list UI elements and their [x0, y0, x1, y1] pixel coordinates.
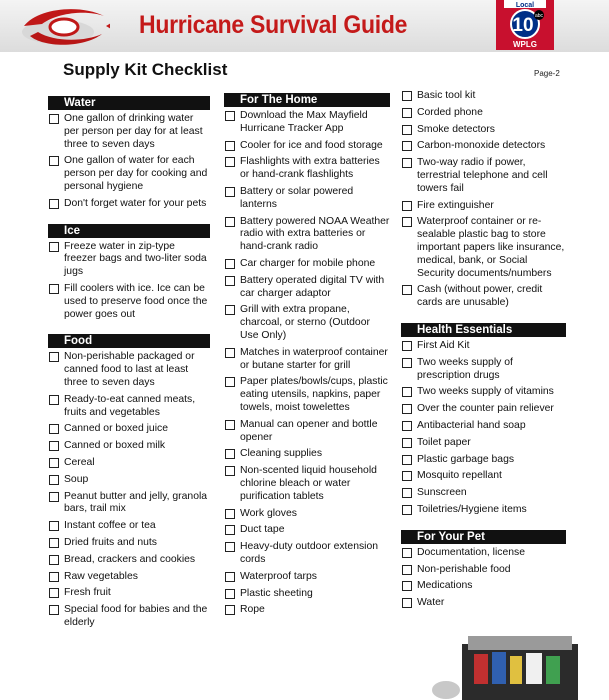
checklist-item-text: Paper plates/bowls/cups, plastic eating utensils, napkins, paper towels, moist towelettes	[240, 376, 388, 413]
checklist-item-text: Work gloves	[240, 507, 297, 519]
checklist-item-text: Ready-to-eat canned meats, fruits and vegetables	[64, 393, 196, 418]
checkbox[interactable]	[225, 449, 235, 459]
checkbox[interactable]	[49, 521, 59, 531]
checkbox[interactable]	[225, 420, 235, 430]
checklist-item	[224, 140, 390, 153]
checklist-item	[48, 604, 210, 630]
checklist-item-text: Grill with extra propane, charcoal, or sterno (Outdoor Use Only)	[240, 304, 370, 341]
checklist-item-text: Two weeks supply of prescription drugs	[417, 356, 513, 381]
checkbox[interactable]	[225, 141, 235, 151]
checklist-item	[48, 571, 210, 584]
checklist-item	[401, 107, 566, 120]
checklist-item	[401, 420, 566, 433]
checklist-item	[48, 198, 210, 211]
checklist-item	[48, 491, 210, 517]
checklist-item-text: Manual can opener and bottle opener	[240, 418, 378, 443]
checklist-item	[48, 474, 210, 487]
checklist-item-text: Two-way radio if power, terrestrial telephone and cell towers fail	[417, 157, 548, 194]
station-number: 10	[512, 15, 534, 36]
section-header: Water	[48, 96, 210, 110]
checklist-item	[401, 284, 566, 310]
checklist-item-text: Matches in waterproof container or butane starter for grill	[240, 346, 388, 371]
checkbox[interactable]	[402, 581, 412, 591]
checklist-item	[224, 304, 390, 342]
section-header: Ice	[48, 224, 210, 238]
station-call: WPLG	[513, 40, 537, 49]
checklist-column-left	[48, 96, 210, 643]
checklist-item-text: Smoke detectors	[417, 123, 495, 135]
checklist-item-text: Water	[417, 597, 445, 609]
checklist-item	[401, 357, 566, 383]
checklist-item	[401, 470, 566, 483]
header-title: Hurricane Survival Guide	[139, 11, 408, 39]
checklist-item-text: Basic tool kit	[417, 90, 476, 101]
checklist-item-text: Cleaning supplies	[240, 448, 323, 460]
checklist-item-text: Plastic sheeting	[240, 587, 313, 599]
checklist-item-text: Over the counter pain reliever	[417, 403, 554, 415]
checklist-item	[224, 588, 390, 601]
checklist-item	[224, 186, 390, 212]
checklist-item-text: Canned or boxed juice	[64, 423, 168, 435]
checklist-item-text: One gallon of drinking water per person per day for at least three to seven days	[64, 113, 203, 150]
checkbox[interactable]	[402, 341, 412, 351]
checkbox[interactable]	[49, 199, 59, 209]
checklist-item	[48, 155, 210, 193]
checklist-item-text: Battery operated digital TV with car charger adaptor	[240, 274, 385, 299]
checklist-item	[224, 347, 390, 373]
checklist-item-text: Toilet paper	[417, 436, 471, 448]
checklist-item-text: One gallon of water for each person per day for cooking and personal hygiene	[64, 155, 208, 192]
checkbox[interactable]	[225, 466, 235, 476]
checklist-item	[401, 90, 566, 103]
checklist-item	[224, 376, 390, 414]
checklist-item-text: Non-perishable packaged or canned food to last at least three to seven days	[64, 351, 195, 388]
checkbox[interactable]	[402, 387, 412, 397]
checkbox[interactable]	[49, 538, 59, 548]
checklist-item	[401, 580, 566, 593]
checklist-item-text: Freeze water in zip-type freezer bags and two-liter soda jugs	[64, 240, 207, 278]
checkbox[interactable]	[225, 305, 235, 315]
checklist-item	[401, 157, 566, 195]
checkbox[interactable]	[49, 588, 59, 598]
checklist-item	[48, 554, 210, 567]
checklist-item	[224, 571, 390, 584]
checkbox[interactable]	[49, 441, 59, 451]
checklist-item	[48, 283, 210, 321]
checklist-item-text: Fire extinguisher	[417, 199, 494, 211]
checklist-item	[401, 124, 566, 137]
checkbox[interactable]	[49, 395, 59, 405]
checklist-item-text: Special food for babies and the elderly	[64, 604, 208, 628]
checklist-item	[401, 547, 566, 560]
checkbox[interactable]	[402, 158, 412, 168]
checklist-item	[401, 340, 566, 353]
checkbox[interactable]	[402, 141, 412, 151]
station-network: abc	[534, 13, 544, 19]
checklist-item-text: Flashlights with extra batteries or hand-crank flashlights	[240, 156, 380, 181]
checkbox[interactable]	[49, 114, 59, 124]
checkbox[interactable]	[225, 348, 235, 358]
checklist-item	[401, 386, 566, 399]
pet-supplies-photo	[432, 626, 582, 700]
checklist-item	[48, 423, 210, 436]
page-number: Page-2	[534, 69, 560, 78]
checkbox[interactable]	[49, 284, 59, 294]
checkbox[interactable]	[49, 242, 59, 252]
checklist-item-text: Heavy-duty outdoor extension cords	[240, 541, 379, 565]
header-banner	[0, 0, 609, 52]
checklist-item	[224, 448, 390, 461]
checklist-item-text: Battery or solar powered lanterns	[240, 185, 354, 210]
checklist-column-middle	[224, 93, 390, 630]
checklist-item-text: Download the Max Mayfield Hurricane Tracker App	[240, 110, 368, 134]
checklist-item-text: Toiletries/Hygiene items	[417, 503, 527, 515]
checkbox[interactable]	[225, 572, 235, 582]
checklist-item	[401, 403, 566, 416]
hurricane-logo-icon	[18, 2, 110, 50]
document-title: Supply Kit Checklist	[63, 60, 228, 79]
checkbox[interactable]	[402, 471, 412, 481]
checkbox[interactable]	[225, 605, 235, 615]
checkbox[interactable]	[225, 259, 235, 269]
checklist-item-text: Waterproof tarps	[240, 570, 317, 582]
checklist-item	[48, 537, 210, 550]
checklist-item	[401, 200, 566, 213]
checklist-item-text: Carbon-monoxide detectors	[417, 140, 546, 152]
checklist-item	[48, 241, 210, 279]
checklist-item	[224, 216, 390, 254]
checklist-item	[401, 504, 566, 517]
section-header: Food	[48, 334, 210, 348]
checkbox[interactable]	[225, 589, 235, 599]
checklist-item-text: Car charger for mobile phone	[240, 257, 376, 269]
checkbox[interactable]	[402, 217, 412, 227]
checkbox[interactable]	[402, 505, 412, 515]
checklist-item-text: Cereal	[64, 456, 95, 468]
checklist-item	[48, 113, 210, 151]
station-logo-icon	[496, 0, 554, 50]
checklist-item-text: Fill coolers with ice. Ice can be used to preserve food once the power goes out	[64, 282, 208, 320]
checklist-item	[401, 597, 566, 610]
checkbox[interactable]	[402, 438, 412, 448]
checkbox[interactable]	[402, 285, 412, 295]
checklist-column-right	[401, 90, 566, 623]
checkbox[interactable]	[402, 455, 412, 465]
checklist-item-text: Medications	[417, 580, 473, 592]
checklist-item	[401, 140, 566, 153]
checkbox[interactable]	[49, 605, 59, 615]
checklist-item	[224, 419, 390, 445]
checkbox[interactable]	[225, 187, 235, 197]
checklist-item-text: Canned or boxed milk	[64, 440, 166, 452]
checklist-item	[224, 604, 390, 617]
checklist-item	[401, 216, 566, 280]
checklist-item-text: Don't forget water for your pets	[64, 197, 207, 209]
checklist-item	[48, 457, 210, 470]
checklist-item-text: Battery powered NOAA Weather radio with extra batteries or hand-crank radio	[240, 215, 390, 253]
checkbox[interactable]	[402, 404, 412, 414]
checklist-item-text: Plastic garbage bags	[417, 453, 515, 465]
checklist-item-text: Duct tape	[240, 524, 285, 536]
checkbox[interactable]	[49, 352, 59, 362]
checkbox[interactable]	[49, 156, 59, 166]
checklist-item	[48, 394, 210, 420]
checklist-item-text: Cooler for ice and food storage	[240, 139, 383, 151]
checkbox[interactable]	[49, 458, 59, 468]
checklist-item	[224, 156, 390, 182]
checklist-item-text: Waterproof container or re-sealable plastic bag to store important papers like insurance, medical, bank, or Social Security documents/numbers	[417, 216, 565, 279]
checkbox[interactable]	[225, 542, 235, 552]
checklist-item-text: Soup	[64, 473, 89, 485]
checkbox[interactable]	[225, 111, 235, 121]
checklist-item-text: Raw vegetables	[64, 570, 138, 582]
checkbox[interactable]	[402, 421, 412, 431]
checkbox[interactable]	[49, 492, 59, 502]
checkbox[interactable]	[402, 201, 412, 211]
checkbox[interactable]	[225, 377, 235, 387]
checkbox[interactable]	[225, 276, 235, 286]
checkbox[interactable]	[225, 157, 235, 167]
checkbox[interactable]	[49, 572, 59, 582]
checklist-item	[224, 258, 390, 271]
checklist-item	[48, 587, 210, 600]
checklist-item	[48, 351, 210, 389]
checkbox[interactable]	[402, 548, 412, 558]
checklist-item-text: Cash (without power, credit cards are unusable)	[417, 284, 543, 309]
checkbox[interactable]	[402, 108, 412, 118]
checklist-item-text: First Aid Kit	[417, 339, 470, 351]
section-header: For Your Pet	[401, 530, 566, 544]
checklist-item	[224, 508, 390, 521]
checkbox[interactable]	[402, 488, 412, 498]
checklist-item-text: Dried fruits and nuts	[64, 536, 157, 548]
checkbox[interactable]	[402, 125, 412, 135]
checklist-item	[48, 440, 210, 453]
checklist-item-text: Documentation, license	[417, 546, 526, 558]
checklist-item-text: Bread, crackers and cookies	[64, 553, 196, 565]
checklist-item	[48, 520, 210, 533]
checkbox[interactable]	[49, 475, 59, 485]
checklist-item-text: Rope	[240, 604, 265, 616]
checklist-item	[224, 110, 390, 136]
checklist-item	[401, 487, 566, 500]
section-header: Health Essentials	[401, 323, 566, 337]
checklist-item	[224, 465, 390, 503]
station-local: Local	[515, 2, 535, 9]
checklist-item-text: Corded phone	[417, 106, 483, 118]
checklist-item-text: Non-scented liquid household chlorine bleach or water purification tablets	[240, 465, 377, 502]
checklist-item-text: Fresh fruit	[64, 587, 111, 599]
section-header: For The Home	[224, 93, 390, 107]
checklist-item-text: Non-perishable food	[417, 563, 511, 575]
checklist-item	[401, 437, 566, 450]
checkbox[interactable]	[225, 509, 235, 519]
checklist-item-text: Sunscreen	[417, 487, 467, 499]
checkbox[interactable]	[402, 598, 412, 608]
checklist-item-text: Peanut butter and jelly, granola bars, trail mix	[64, 490, 208, 515]
checklist-item	[401, 454, 566, 467]
checklist-item-text: Instant coffee or tea	[64, 520, 156, 532]
checkbox[interactable]	[49, 424, 59, 434]
checkbox[interactable]	[402, 91, 412, 101]
checkbox[interactable]	[402, 565, 412, 575]
checklist-item-text: Mosquito repellant	[417, 470, 502, 482]
checkbox[interactable]	[49, 555, 59, 565]
checkbox[interactable]	[225, 217, 235, 227]
checkbox[interactable]	[402, 358, 412, 368]
checklist-item	[224, 275, 390, 301]
checklist-item-text: Antibacterial hand soap	[417, 419, 526, 431]
checklist-item	[224, 541, 390, 567]
checkbox[interactable]	[225, 525, 235, 535]
checklist-item-text: Two weeks supply of vitamins	[417, 386, 554, 398]
checklist-item	[224, 524, 390, 537]
checklist-item	[401, 564, 566, 577]
